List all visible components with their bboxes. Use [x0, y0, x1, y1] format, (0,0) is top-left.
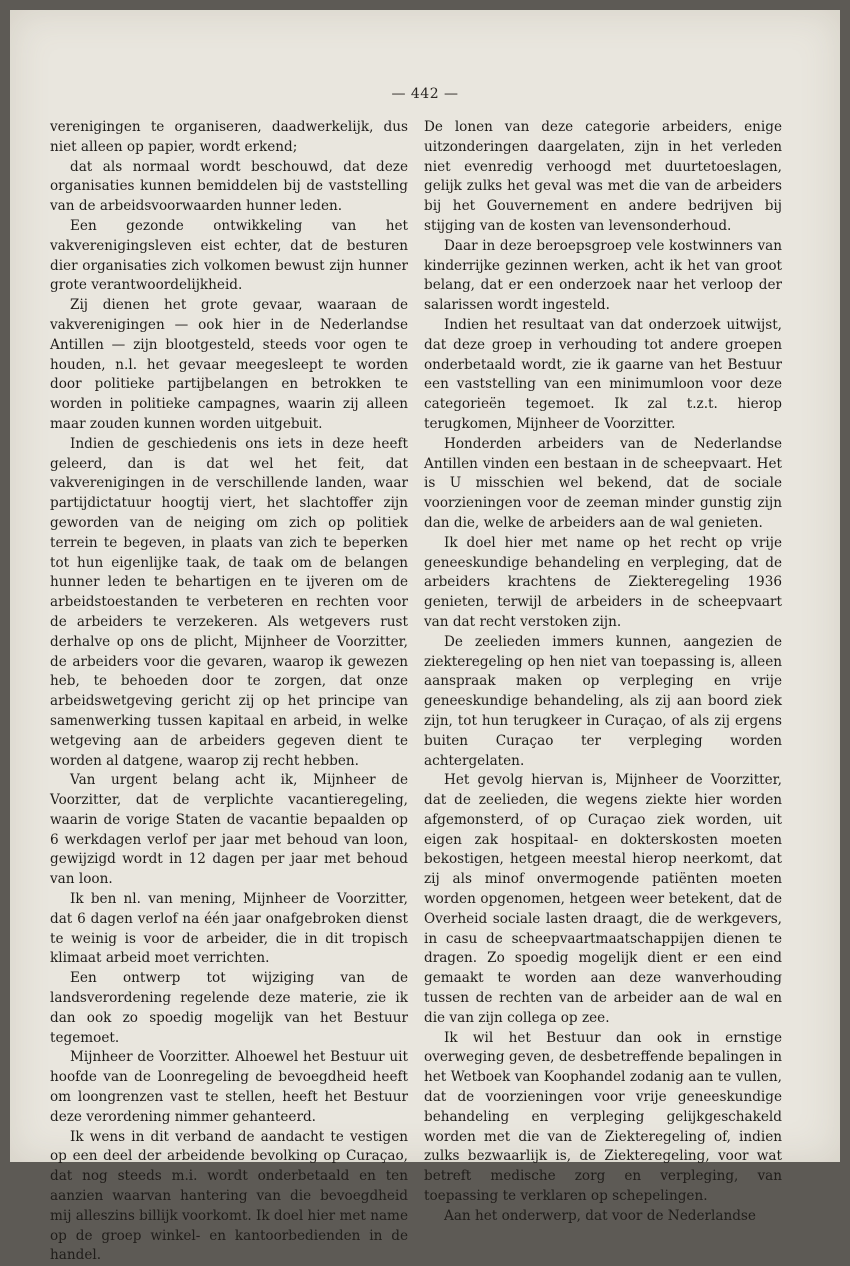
paragraph: Ik ben nl. van mening, Mijnheer de Voorzitter, dat 6 dagen verlof na één jaar onafgebroken dienst te weinig is voor de arbeider, die in dit tropisch klimaat arbeid moet verrichten.: [50, 891, 408, 967]
paragraph: dat als normaal wordt beschouwd, dat deze organisaties kunnen bemiddelen bij de vaststelling van de arbeidsvoorwaarden hunner leden.: [50, 158, 408, 215]
right-column: [424, 118, 782, 1227]
paragraph: verenigingen te organiseren, daadwerkelijk, dus niet alleen op papier, wordt erkend;: [50, 119, 408, 155]
paragraph: Honderden arbeiders van de Nederlandse Antillen vinden een bestaan in de scheepvaart. Het is U misschien wel bekend, dat de sociale voorzieningen voor de zeeman minder gunstig zijn dan die, welke de arbeiders aan de wal genieten.: [424, 435, 782, 531]
paragraph: De zeelieden immers kunnen, aangezien de ziekteregeling op hen niet van toepassing is, alleen aanspraak maken op verpleging en vrije geneeskundige behandeling, als zij aan boord ziek zijn, tot hun terugkeer in Curaçao, of als zij ergens buiten Curaçao ter verpleging worden achtergelaten.: [424, 633, 782, 769]
paragraph: Indien de geschiedenis ons iets in deze heeft geleerd, dan is dat wel het feit, dat vakverenigingen in de verschillende landen, waar partijdictatuur hoogtij viert, het slachtoffer zijn geworden van de neiging om zich op politiek terrein te begeven, in plaats van zich te beperken tot hun eigenlijke taak, de taak om de belangen hunner leden te behartigen en te ijveren om de arbeidstoestanden te verbeteren en rechten voor de arbeiders te verzekeren. Als wetgevers rust derhalve op ons de plicht, Mijnheer de Voorzitter, de arbeiders voor die gevaren, waarop ik gewezen heb, te behoeden door te zorgen, dat onze arbeidswetgeving gericht zij op het principe van samenwerking tussen kapitaal en arbeid, in welke wetgeving aan de arbeiders gegeven dient te worden al datgene, waarop zij recht hebben.: [50, 435, 408, 769]
paragraph: Ik doel hier met name op het recht op vrije geneeskundige behandeling en verpleging, dat de arbeiders krachtens de Ziekteregeling 1936 genieten, terwijl de arbeiders in de scheepvaart van dat recht verstoken zijn.: [424, 534, 782, 630]
paragraph: Daar in deze beroepsgroep vele kostwinners van kinderrijke gezinnen werken, acht ik het van groot belang, dat er een onderzoek naar het verloop der salarissen wordt ingesteld.: [424, 237, 782, 314]
paragraph: Een gezonde ontwikkeling van het vakverenigingsleven eist echter, dat de besturen dier organisaties zich volkomen bewust zijn hunner grote verantwoordelijkheid.: [50, 217, 408, 294]
paragraph: Een ontwerp tot wijziging van de landsverordening regelende deze materie, zie ik dan ook zo spoedig mogelijk van het Bestuur tegemoet.: [50, 970, 408, 1046]
document-page: [10, 10, 840, 1264]
paragraph: Ik wil het Bestuur dan ook in ernstige overweging geven, de desbetreffende bepalingen in het Wetboek van Koophandel zodanig aan te vullen, dat de voorzieningen voor vrije geneeskundige behandeling en verpleging gelijkgeschakeld worden met die van de Ziekteregeling of, indien zulks bezwaarlijk is, de Ziekteregeling, voor wat betreft medische zorg en verpleging, van toepassing te verklaren op schepelingen.: [424, 1029, 782, 1205]
page-number: — 442 —: [391, 86, 459, 102]
paragraph: Zij dienen het grote gevaar, waaraan de vakverenigingen — ook hier in de Nederlandse Antillen — zijn blootgesteld, steeds voor ogen te houden, n.l. het gevaar meegesleept te worden door politieke partijbelangen en betrokken te worden in politieke campagnes, waarin zij alleen maar zouden kunnen worden uitgebuit.: [50, 297, 408, 432]
paragraph: Indien het resultaat van dat onderzoek uitwijst, dat deze groep in verhouding tot andere groepen onderbetaald wordt, zie ik gaarne van het Bestuur een vaststelling van een minimumloon voor deze categorieën tegemoet. Ik zal t.z.t. hierop terugkomen, Mijnheer de Voorzitter.: [424, 316, 782, 432]
paragraph: Ik wens in dit verband de aandacht te vestigen op een deel der arbeidende bevolking op Curaçao, dat nog steeds m.i. wordt onderbetaald en ten aanzien waarvan hantering van die bevoegdheid mij alleszins billijk voorkomt. Ik doel hier met name op de groep winkel- en kantoorbedienden in de handel.: [50, 1128, 408, 1264]
left-column: [50, 118, 408, 1266]
paragraph: Aan het onderwerp, dat voor de Nederlandse: [444, 1207, 756, 1224]
paragraph: De lonen van deze categorie arbeiders, enige uitzonderingen daargelaten, zijn in het verleden niet evenredig verhoogd met duurtetoeslagen, gelijk zulks het geval was met die van de arbeiders bij het Gouvernement en andere bedrijven bij stijging van de kosten van levensonderhoud.: [424, 119, 782, 234]
paragraph: Het gevolg hiervan is, Mijnheer de Voorzitter, dat de zeelieden, die wegens ziekte hier worden afgemonsterd, of op Curaçao ziek worden, uit eigen zak hospitaal- en dokterskosten moeten bekostigen, hetgeen meestal hierop neerkomt, dat zij als minof onvermogende patiënten moeten worden opgenomen, hetgeen weer betekent, dat de Overheid sociale lasten draagt, die de werkgevers, in casu de scheepvaartmaatschappijen dienen te dragen. Zo spoedig mogelijk dient er een eind gemaakt te worden aan deze wanverhouding tussen de rechten van de arbeider aan de wal en die van zijn collega op zee.: [424, 772, 782, 1026]
paragraph: Mijnheer de Voorzitter. Alhoewel het Bestuur uit hoofde van de Loonregeling de bevoegdheid heeft om loongrenzen vast te stellen, heeft het Bestuur deze verordening nimmer gehanteerd.: [50, 1049, 408, 1125]
paragraph: Van urgent belang acht ik, Mijnheer de Voorzitter, dat de verplichte vacantieregeling, waarin de vorige Staten de vacantie bepaalden op 6 werkdagen verlof per jaar met behoud van loon, gewijzigd wordt in 12 dagen per jaar met behoud van loon.: [50, 772, 408, 888]
